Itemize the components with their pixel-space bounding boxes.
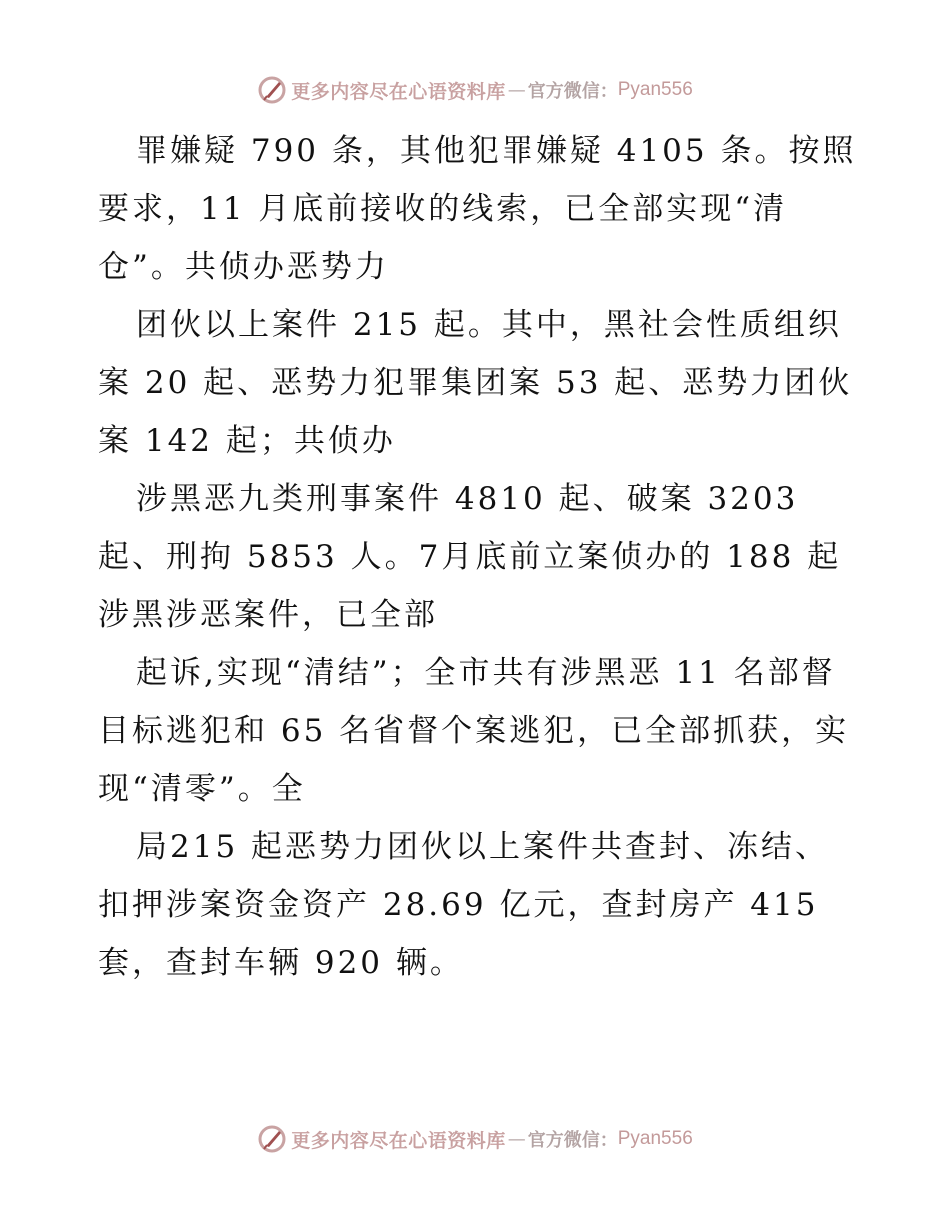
paragraph-2: 团伙以上案件 215 起。其中，黑社会性质组织案 20 起、恶势力犯罪集团案 53 起、恶势力团伙案 142 起；共侦办 — [98, 307, 853, 459]
watermark-brand-text: 更多内容尽在心语资料库 — [291, 1129, 506, 1152]
watermark-wechat-id: Pyan556 — [617, 1128, 693, 1149]
paragraph-4: 起诉,实现“清结”；全市共有涉黑恶 11 名部督目标逃犯和 65 名省督个案逃犯，已全部抓获，实现“清零”。全 — [98, 655, 850, 807]
footer-watermark-banner — [0, 1121, 950, 1157]
watermark-dash: — — [507, 1128, 526, 1150]
feather-pen-circle-icon — [257, 75, 287, 105]
paragraph-1: 罪嫌疑 790 条，其他犯罪嫌疑 4105 条。按照要求，11 月底前接收的线索，已全部实现“清仓”。共侦办恶势力 — [98, 133, 857, 285]
watermark-dash: — — [507, 79, 526, 101]
watermark-brand-text: 更多内容尽在心语资料库 — [291, 80, 506, 103]
feather-pen-circle-icon — [257, 1124, 287, 1154]
watermark-wechat-id: Pyan556 — [617, 79, 693, 100]
paragraph-5: 局215 起恶势力团伙以上案件共查封、冻结、扣押涉案资金资产 28.69 亿元，查封房产 415 套，查封车辆 920 辆。 — [98, 829, 830, 981]
paragraph-3: 涉黑恶九类刑事案件 4810 起、破案 3203 起、刑拘 5853 人。7月底前立案侦办的 188 起涉黑涉恶案件，已全部 — [98, 481, 842, 633]
watermark-wechat-label: 官方微信： — [527, 1130, 618, 1151]
watermark-wechat-label: 官方微信： — [527, 81, 618, 102]
document-body — [98, 122, 858, 992]
header-watermark-banner — [0, 72, 950, 108]
